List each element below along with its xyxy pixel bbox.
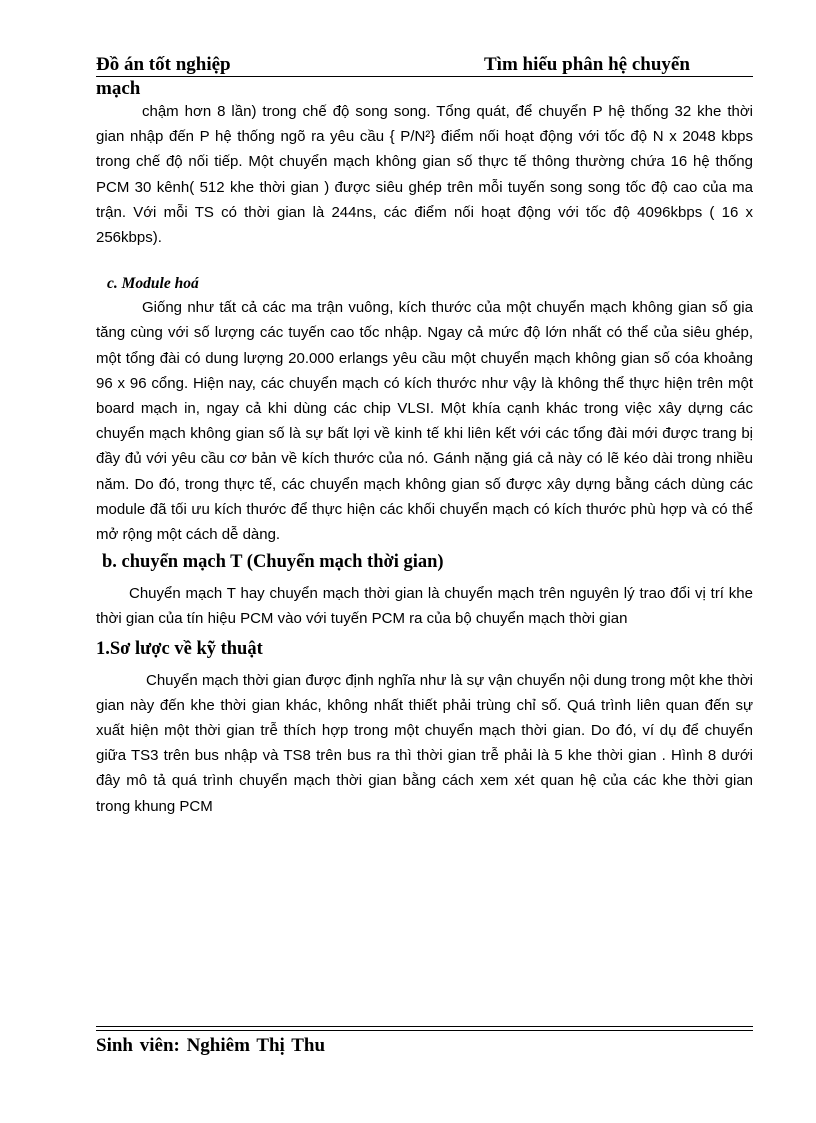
header-right-title: Tìm hiểu phân hệ chuyển <box>484 54 690 75</box>
paragraph-modularization: Giống như tất cả các ma trận vuông, kích thước của một chuyển mạch không gian số gia tăng cùng với số lượng các tuyến cao tốc nhập. Ngay cả mức độ lớn nhất có thể của siêu ghép, một tổng đài có dung lượng 20.000 erlangs yêu cầu một chuyển mạch không gian số cóa khoảng 96 x 96 cổng. Hiện nay, các chuyển mạch có kích thước như vậy là không thể thực hiện trên một board mạch in, ngay cả khi dùng các chip VLSI. Một khía cạnh khác trong việc xây dựng các chuyển mạch không gian số là sự bất lợi về kinh tế khi liên kết với các tổng đài mới được trang bị đầy đủ với yêu cầu cơ bản về kích thước của nó. Gánh nặng giá cả này có lẽ kéo dài trong nhiều năm. Do đó, trong thực tế, các chuyển mạch không gian số được xây dựng bằng cách dùng các module đã tối ưu kích thước để thực hiện các khối chuyển mạch có kích thước phù hợp và có thể mở rộng một cách dễ dàng. <box>96 299 753 544</box>
heading-technique-overview: 1.Sơ lược về kỹ thuật <box>96 638 263 659</box>
footer-rule-bottom <box>96 1030 753 1031</box>
footer-rule-top <box>96 1026 753 1027</box>
heading-time-switching: b. chuyển mạch T (Chuyển mạch thời gian) <box>102 552 444 573</box>
subheading-modularization: c. Module hoá <box>107 275 199 293</box>
header-title-continuation: mạch <box>96 78 141 99</box>
paragraph-technique-overview: Chuyển mạch thời gian được định nghĩa như là sự vận chuyển nội dung trong một khe thời gian này đến khe thời gian khác, không nhất thiết phải trùng chỉ số. Quá trình liên quan đến sự xuất hiện một thời gian trễ thích hợp trong một chuyển mạch thời gian. Do đó, ví dụ để chuyển giữa TS3 trên bus nhập và TS8 trên bus ra thì thời gian trễ phải là 5 khe thời gian . Hình 8 dưới đây mô tả quá trình chuyển mạch thời gian bằng cách xem xét quan hệ của các khe thời gian trong khung PCM <box>96 671 753 815</box>
paragraph-switching-parallel: chậm hơn 8 lần) trong chế độ song song. Tổng quát, để chuyển P hệ thống 32 khe thời gian nhập đến P hệ thống ngõ ra yêu cầu { P/N²} điểm nối hoạt động với tốc độ N x 2048 kbps trong chế độ nối tiếp. Một chuyển mạch không gian số thực tế thông thường chứa 16 hệ thống PCM 30 kênh( 512 khe thời gian ) được siêu ghép trên mỗi tuyến song song tốc độ cao của ma trận. Với mỗi TS có thời gian là 244ns, các điểm nối hoạt động với tốc độ 4096kbps ( 16 x 256kbps). <box>96 103 753 247</box>
footer-student-name: Sinh viên: Nghiêm Thị Thu <box>96 1035 326 1056</box>
document-body <box>96 103 753 819</box>
header-left-title: Đồ án tốt nghiệp <box>96 54 231 75</box>
paragraph-time-switching-intro: Chuyển mạch T hay chuyển mạch thời gian là chuyển mạch trên nguyên lý trao đổi vị trí khe thời gian của tín hiệu PCM vào với tuyến PCM ra của bộ chuyển mạch thời gian <box>96 585 753 628</box>
header-rule <box>96 76 753 77</box>
